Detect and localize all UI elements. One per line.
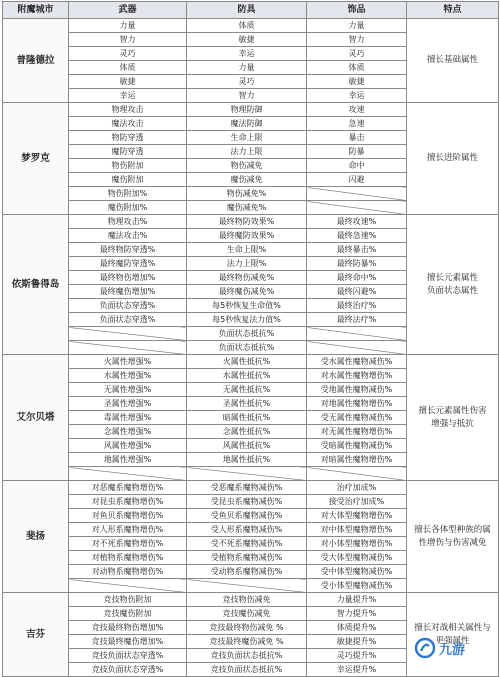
- armor-cell: 最终物伤减免%: [187, 271, 307, 285]
- accessory-cell: 最终暴击%: [307, 243, 407, 257]
- weapon-cell: 最终物防穿透%: [69, 243, 187, 257]
- armor-cell: 幸运: [187, 47, 307, 61]
- accessory-cell: 灵巧提升%: [307, 649, 407, 663]
- accessory-cell: 对地属性魔物增伤%: [307, 397, 407, 411]
- armor-cell: 敏捷: [187, 33, 307, 47]
- accessory-cell: 受无属性魔物减伤%: [307, 411, 407, 425]
- armor-cell: 负面状态抵抗%: [187, 341, 307, 355]
- accessory-cell: [307, 327, 407, 341]
- armor-cell: 物伤减免: [187, 159, 307, 173]
- accessory-cell: 敏捷提升%: [307, 635, 407, 649]
- watermark-text: 九游: [439, 642, 466, 658]
- armor-cell: 竞技最终物伤减免 %: [187, 621, 307, 635]
- weapon-cell: 负面状态穿透%: [69, 313, 187, 327]
- armor-cell: 每5秒恢复法力值%: [187, 313, 307, 327]
- armor-cell: 地属性抵抗%: [187, 453, 307, 467]
- weapon-cell: 竞技负面状态穿透%: [69, 649, 187, 663]
- header-weapon: 武器: [69, 2, 187, 19]
- accessory-cell: 最终法疗%: [307, 313, 407, 327]
- table-row: [3, 593, 499, 607]
- accessory-cell: 对小体型魔物增伤%: [307, 537, 407, 551]
- armor-cell: 受不死系魔物减伤%: [187, 537, 307, 551]
- accessory-cell: [307, 467, 407, 481]
- weapon-cell: 最终物伤增加%: [69, 271, 187, 285]
- armor-cell: 受动物系魔物减伤%: [187, 565, 307, 579]
- accessory-cell: [307, 201, 407, 215]
- armor-cell: 竞技负面状态抵抗%: [187, 663, 307, 677]
- city-cell: 吉芬: [3, 593, 69, 677]
- accessory-cell: 对暗属性魔物增伤%: [307, 453, 407, 467]
- weapon-cell: 物理攻击%: [69, 215, 187, 229]
- armor-cell: 魔伤减免%: [187, 201, 307, 215]
- accessory-cell: 体质提升%: [307, 621, 407, 635]
- weapon-cell: 物伤附加: [69, 159, 187, 173]
- weapon-cell: 魔法攻击: [69, 117, 187, 131]
- header-feature: 特点: [407, 2, 499, 19]
- accessory-cell: [307, 187, 407, 201]
- weapon-cell: 物伤附加%: [69, 187, 187, 201]
- accessory-cell: 命中: [307, 159, 407, 173]
- accessory-cell: 智力: [307, 33, 407, 47]
- accessory-cell: 对无属性魔物增伤%: [307, 425, 407, 439]
- jiuyou-logo-icon: [414, 637, 436, 659]
- weapon-cell: 负面状态穿透%: [69, 299, 187, 313]
- weapon-cell: 魔防穿透: [69, 145, 187, 159]
- weapon-cell: 魔伤附加%: [69, 201, 187, 215]
- armor-cell: 火属性抵抗%: [187, 355, 307, 369]
- accessory-cell: 幸运提升%: [307, 663, 407, 677]
- weapon-cell: 对恶魔系魔物增伤%: [69, 481, 187, 495]
- armor-cell: 受鱼贝系魔物减伤%: [187, 509, 307, 523]
- feature-cell: 擅长对战相关属性与 更强属性: [407, 593, 499, 677]
- accessory-cell: 闪避: [307, 173, 407, 187]
- accessory-cell: 受暗属性魔物减伤%: [307, 439, 407, 453]
- armor-cell: 物理防御: [187, 103, 307, 117]
- armor-cell: 竞技魔伤减免: [187, 607, 307, 621]
- accessory-cell: 力量: [307, 19, 407, 33]
- weapon-cell: 敏捷: [69, 75, 187, 89]
- accessory-cell: 最终防暴%: [307, 257, 407, 271]
- city-cell: 斐扬: [3, 481, 69, 593]
- accessory-cell: 最终治疗%: [307, 299, 407, 313]
- armor-cell: 圣属性抵抗%: [187, 397, 307, 411]
- armor-cell: 受植物系魔物减伤%: [187, 551, 307, 565]
- weapon-cell: 竞技最终魔伤增加%: [69, 635, 187, 649]
- armor-cell: 竞技最终魔伤减免 %: [187, 635, 307, 649]
- weapon-cell: [69, 467, 187, 481]
- weapon-cell: 风属性增强%: [69, 439, 187, 453]
- armor-cell: 生命上限%: [187, 243, 307, 257]
- weapon-cell: 竞技魔伤附加: [69, 607, 187, 621]
- weapon-cell: 对动物系魔物增伤%: [69, 565, 187, 579]
- table-row: [3, 19, 499, 33]
- weapon-cell: 对植物系魔物增伤%: [69, 551, 187, 565]
- weapon-cell: 念属性增强%: [69, 425, 187, 439]
- accessory-cell: 接受治疗加成%: [307, 495, 407, 509]
- accessory-cell: 对大体型魔物增伤%: [307, 509, 407, 523]
- accessory-cell: 暴击: [307, 131, 407, 145]
- armor-cell: 竞技物伤减免: [187, 593, 307, 607]
- weapon-cell: 对鱼贝系魔物增伤%: [69, 509, 187, 523]
- accessory-cell: 受大体型魔物减伤%: [307, 551, 407, 565]
- weapon-cell: 魔法攻击%: [69, 229, 187, 243]
- weapon-cell: [69, 579, 187, 593]
- weapon-cell: 毒属性增强%: [69, 411, 187, 425]
- armor-cell: 风属性抵抗%: [187, 439, 307, 453]
- accessory-cell: 敏捷: [307, 75, 407, 89]
- table-row: [3, 215, 499, 229]
- armor-cell: 魔伤减免: [187, 173, 307, 187]
- armor-cell: 法力上限: [187, 145, 307, 159]
- armor-cell: 体质: [187, 19, 307, 33]
- accessory-cell: 对中体型魔物增伤%: [307, 523, 407, 537]
- weapon-cell: 魔伤附加: [69, 173, 187, 187]
- weapon-cell: 竞技物伤附加: [69, 593, 187, 607]
- city-cell: 依斯鲁得岛: [3, 215, 69, 355]
- weapon-cell: 灵巧: [69, 47, 187, 61]
- weapon-cell: 地属性增强%: [69, 453, 187, 467]
- feature-cell: 擅长元素属性 负面状态属性: [407, 215, 499, 355]
- table-row: [3, 355, 499, 369]
- armor-cell: 暗属性抵抗%: [187, 411, 307, 425]
- feature-cell: 擅长元素属性伤害 增强与抵抗: [407, 355, 499, 481]
- armor-cell: 力量: [187, 61, 307, 75]
- weapon-cell: 水属性增强%: [69, 369, 187, 383]
- enchant-table: [2, 1, 499, 677]
- armor-cell: [187, 579, 307, 593]
- armor-cell: [187, 467, 307, 481]
- weapon-cell: 火属性增强%: [69, 355, 187, 369]
- city-cell: 艾尔贝塔: [3, 355, 69, 481]
- armor-cell: 生命上限: [187, 131, 307, 145]
- header-accessory: 饰品: [307, 2, 407, 19]
- weapon-cell: 最终魔防穿透%: [69, 257, 187, 271]
- feature-cell: 擅长进阶属性: [407, 103, 499, 215]
- table-row: [3, 103, 499, 117]
- armor-cell: 负面状态抵抗%: [187, 327, 307, 341]
- armor-cell: 最终魔伤减免%: [187, 285, 307, 299]
- weapon-cell: [69, 327, 187, 341]
- armor-cell: 念属性抵抗%: [187, 425, 307, 439]
- accessory-cell: [307, 341, 407, 355]
- accessory-cell: 最终命中%: [307, 271, 407, 285]
- armor-cell: 受恶魔系魔物减伤%: [187, 481, 307, 495]
- armor-cell: 最终魔防效果%: [187, 229, 307, 243]
- weapon-cell: 竞技负面状态穿透%: [69, 663, 187, 677]
- armor-cell: 受人形系魔物减伤%: [187, 523, 307, 537]
- weapon-cell: 竞技最终物伤增加%: [69, 621, 187, 635]
- accessory-cell: 受小体型魔物减伤%: [307, 579, 407, 593]
- weapon-cell: 体质: [69, 61, 187, 75]
- accessory-cell: 智力提升%: [307, 607, 407, 621]
- armor-cell: 法力上限%: [187, 257, 307, 271]
- weapon-cell: 物防穿透: [69, 131, 187, 145]
- accessory-cell: 最终攻速%: [307, 215, 407, 229]
- accessory-cell: 最终急速%: [307, 229, 407, 243]
- header-city: 附魔城市: [3, 2, 69, 19]
- accessory-cell: 最终闪避%: [307, 285, 407, 299]
- table-body: [3, 19, 499, 677]
- city-cell: 梦罗克: [3, 103, 69, 215]
- accessory-cell: 受水属性魔物减伤%: [307, 355, 407, 369]
- feature-cell: 擅长各体型种族的属 性增伤与伤害减免: [407, 481, 499, 593]
- header-row: [3, 2, 499, 19]
- accessory-cell: 力量提升%: [307, 593, 407, 607]
- accessory-cell: 灵巧: [307, 47, 407, 61]
- armor-cell: 每5秒恢复生命值%: [187, 299, 307, 313]
- armor-cell: 灵巧: [187, 75, 307, 89]
- accessory-cell: 幸运: [307, 89, 407, 103]
- armor-cell: 受昆虫系魔物减伤%: [187, 495, 307, 509]
- armor-cell: 魔法防御: [187, 117, 307, 131]
- weapon-cell: 对昆虫系魔物增伤%: [69, 495, 187, 509]
- table-row: [3, 481, 499, 495]
- accessory-cell: 受中体型魔物减伤%: [307, 565, 407, 579]
- weapon-cell: 无属性增强%: [69, 383, 187, 397]
- armor-cell: 水属性抵抗%: [187, 369, 307, 383]
- accessory-cell: 急速: [307, 117, 407, 131]
- accessory-cell: 防暴: [307, 145, 407, 159]
- armor-cell: 最终物防效果%: [187, 215, 307, 229]
- feature-cell: 擅长基础属性: [407, 19, 499, 103]
- armor-cell: 竞技负面状态抵抗%: [187, 649, 307, 663]
- city-cell: 普隆德拉: [3, 19, 69, 103]
- accessory-cell: 治疗加成%: [307, 481, 407, 495]
- weapon-cell: 对不死系魔物增伤%: [69, 537, 187, 551]
- weapon-cell: 智力: [69, 33, 187, 47]
- weapon-cell: 力量: [69, 19, 187, 33]
- accessory-cell: 对水属性魔物增伤%: [307, 369, 407, 383]
- weapon-cell: [69, 341, 187, 355]
- weapon-cell: 最终魔伤增加%: [69, 285, 187, 299]
- armor-cell: 智力: [187, 89, 307, 103]
- watermark-logo: [414, 635, 492, 661]
- weapon-cell: 物理攻击: [69, 103, 187, 117]
- armor-cell: 物伤减免%: [187, 187, 307, 201]
- accessory-cell: 受地属性魔物减伤%: [307, 383, 407, 397]
- weapon-cell: 对人形系魔物增伤%: [69, 523, 187, 537]
- weapon-cell: 幸运: [69, 89, 187, 103]
- armor-cell: 无属性抵抗%: [187, 383, 307, 397]
- accessory-cell: 攻速: [307, 103, 407, 117]
- accessory-cell: 体质: [307, 61, 407, 75]
- header-armor: 防具: [187, 2, 307, 19]
- weapon-cell: 圣属性增强%: [69, 397, 187, 411]
